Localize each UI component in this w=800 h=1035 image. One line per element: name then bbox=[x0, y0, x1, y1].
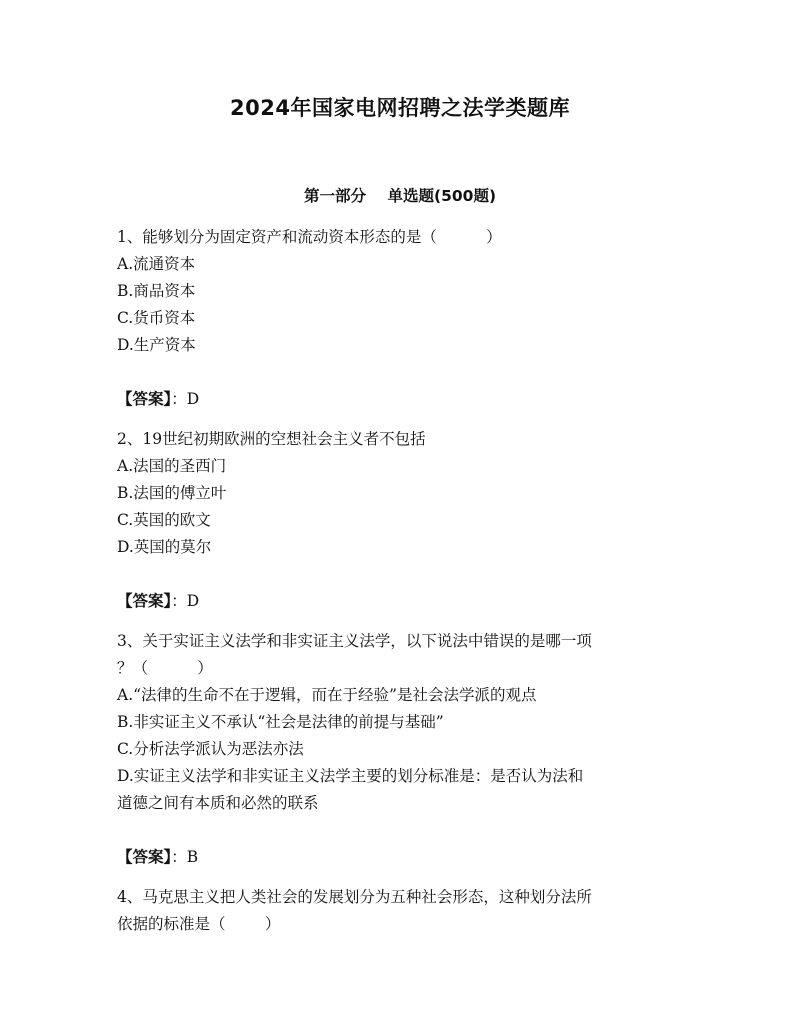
option-c: C.英国的欧文 bbox=[117, 511, 211, 529]
answer-line bbox=[117, 588, 687, 615]
answer-line bbox=[117, 386, 687, 413]
document-title: 2024年国家电网招聘之法学类题库 bbox=[230, 96, 570, 120]
option-d: D.英国的莫尔 bbox=[117, 538, 212, 556]
question-text: 1、能够划分为固定资产和流动资本形态的是（ ） bbox=[117, 228, 502, 246]
option-c: C.货币资本 bbox=[117, 309, 196, 327]
answer-label: 【答案】 bbox=[117, 848, 172, 866]
option-b: B.法国的傅立叶 bbox=[117, 484, 227, 502]
question-1 bbox=[117, 224, 687, 413]
answer-value: ：D bbox=[171, 390, 200, 408]
question-text: 3、关于实证主义法学和非实证主义法学，以下说法中错误的是哪一项 bbox=[117, 632, 592, 650]
option-d: D.实证主义法学和非实证主义法学主要的划分标准是：是否认为法和 bbox=[117, 767, 584, 785]
question-text-continued: 依据的标准是（ ） bbox=[117, 915, 281, 933]
option-d-continued: 道德之间有本质和必然的联系 bbox=[117, 794, 319, 812]
option-b: B.商品资本 bbox=[117, 282, 196, 300]
answer-value: ：D bbox=[171, 592, 200, 610]
answer-label: 【答案】 bbox=[117, 592, 172, 610]
question-4 bbox=[117, 884, 687, 938]
question-2 bbox=[117, 426, 687, 615]
question-text: 4、马克思主义把人类社会的发展划分为五种社会形态，这种划分法所 bbox=[117, 888, 592, 906]
question-3 bbox=[117, 628, 687, 871]
answer-label: 【答案】 bbox=[117, 390, 172, 408]
option-a: A.“法律的生命不在于逻辑，而在于经验”是社会法学派的观点 bbox=[117, 686, 537, 704]
option-b: B.非实证主义不承认“社会是法律的前提与基础” bbox=[117, 713, 444, 731]
option-c: C.分析法学派认为恶法亦法 bbox=[117, 740, 304, 758]
option-a: A.流通资本 bbox=[117, 255, 196, 273]
section-title: 第一部分 单选题(500题) bbox=[303, 187, 497, 205]
question-list bbox=[117, 224, 687, 938]
question-text: 2、19世纪初期欧洲的空想社会主义者不包括 bbox=[117, 430, 426, 448]
answer-value: ：B bbox=[171, 848, 199, 866]
option-a: A.法国的圣西门 bbox=[117, 457, 227, 475]
question-text-continued: ？（ ） bbox=[117, 659, 213, 677]
option-d: D.生产资本 bbox=[117, 336, 196, 354]
answer-line bbox=[117, 844, 687, 871]
